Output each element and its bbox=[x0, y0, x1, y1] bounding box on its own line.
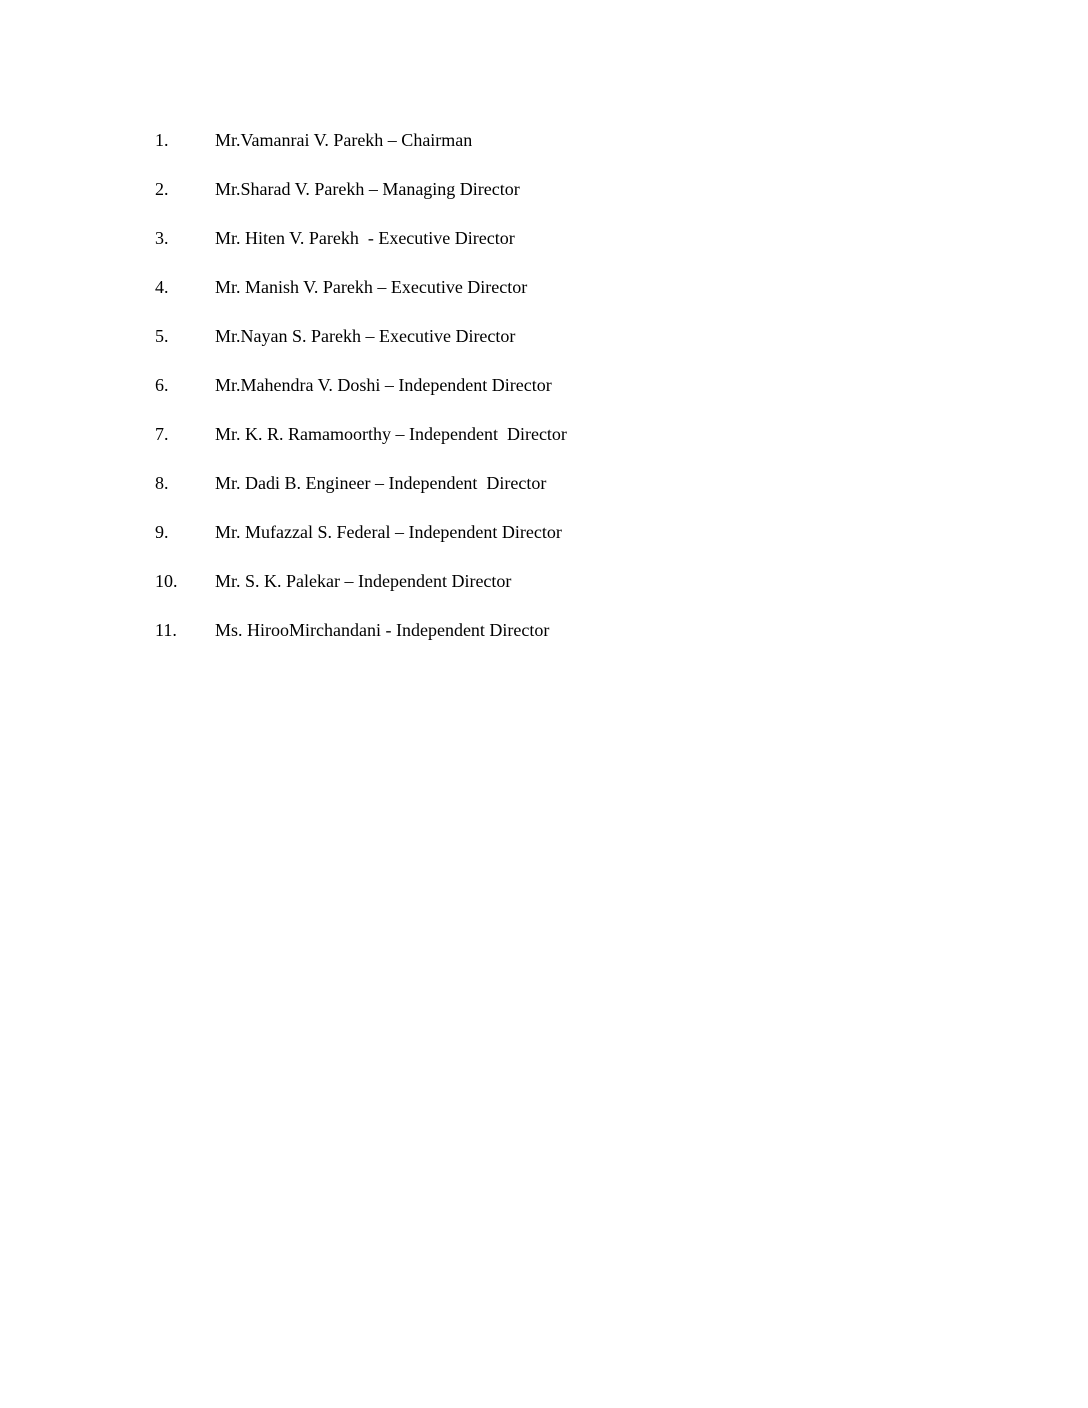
list-item-number: 3. bbox=[155, 228, 169, 248]
list-item-number: 8. bbox=[155, 473, 169, 493]
list-item bbox=[155, 130, 567, 179]
list-item bbox=[155, 620, 567, 669]
list-item bbox=[155, 424, 567, 473]
list-item bbox=[155, 473, 567, 522]
list-item-text: Ms. HirooMirchandani - Independent Director bbox=[215, 620, 550, 640]
list-item-number: 5. bbox=[155, 326, 169, 346]
list-item-text: Mr.Mahendra V. Doshi – Independent Director bbox=[215, 375, 552, 395]
directors-list bbox=[155, 130, 567, 669]
list-item-number: 11. bbox=[155, 620, 177, 640]
list-item-number: 9. bbox=[155, 522, 169, 542]
list-item bbox=[155, 179, 567, 228]
list-item-text: Mr. Dadi B. Engineer – Independent Director bbox=[215, 473, 547, 493]
list-item bbox=[155, 277, 567, 326]
list-item-text: Mr. S. K. Palekar – Independent Director bbox=[215, 571, 512, 591]
list-item bbox=[155, 522, 567, 571]
list-item bbox=[155, 571, 567, 620]
list-item-text: Mr.Sharad V. Parekh – Managing Director bbox=[215, 179, 520, 199]
list-item-number: 6. bbox=[155, 375, 169, 395]
list-item-text: Mr.Vamanrai V. Parekh – Chairman bbox=[215, 130, 473, 150]
list-item-text: Mr. Mufazzal S. Federal – Independent Director bbox=[215, 522, 562, 542]
list-item-number: 1. bbox=[155, 130, 169, 150]
list-item-text: Mr.Nayan S. Parekh – Executive Director bbox=[215, 326, 516, 346]
list-item-number: 2. bbox=[155, 179, 169, 199]
list-item-number: 4. bbox=[155, 277, 169, 297]
list-item-text: Mr. Hiten V. Parekh - Executive Director bbox=[215, 228, 515, 248]
list-item-number: 7. bbox=[155, 424, 169, 444]
list-item-text: Mr. Manish V. Parekh – Executive Director bbox=[215, 277, 528, 297]
list-item-number: 10. bbox=[155, 571, 178, 591]
list-item bbox=[155, 375, 567, 424]
list-item bbox=[155, 228, 567, 277]
list-item-text: Mr. K. R. Ramamoorthy – Independent Director bbox=[215, 424, 567, 444]
list-item bbox=[155, 326, 567, 375]
